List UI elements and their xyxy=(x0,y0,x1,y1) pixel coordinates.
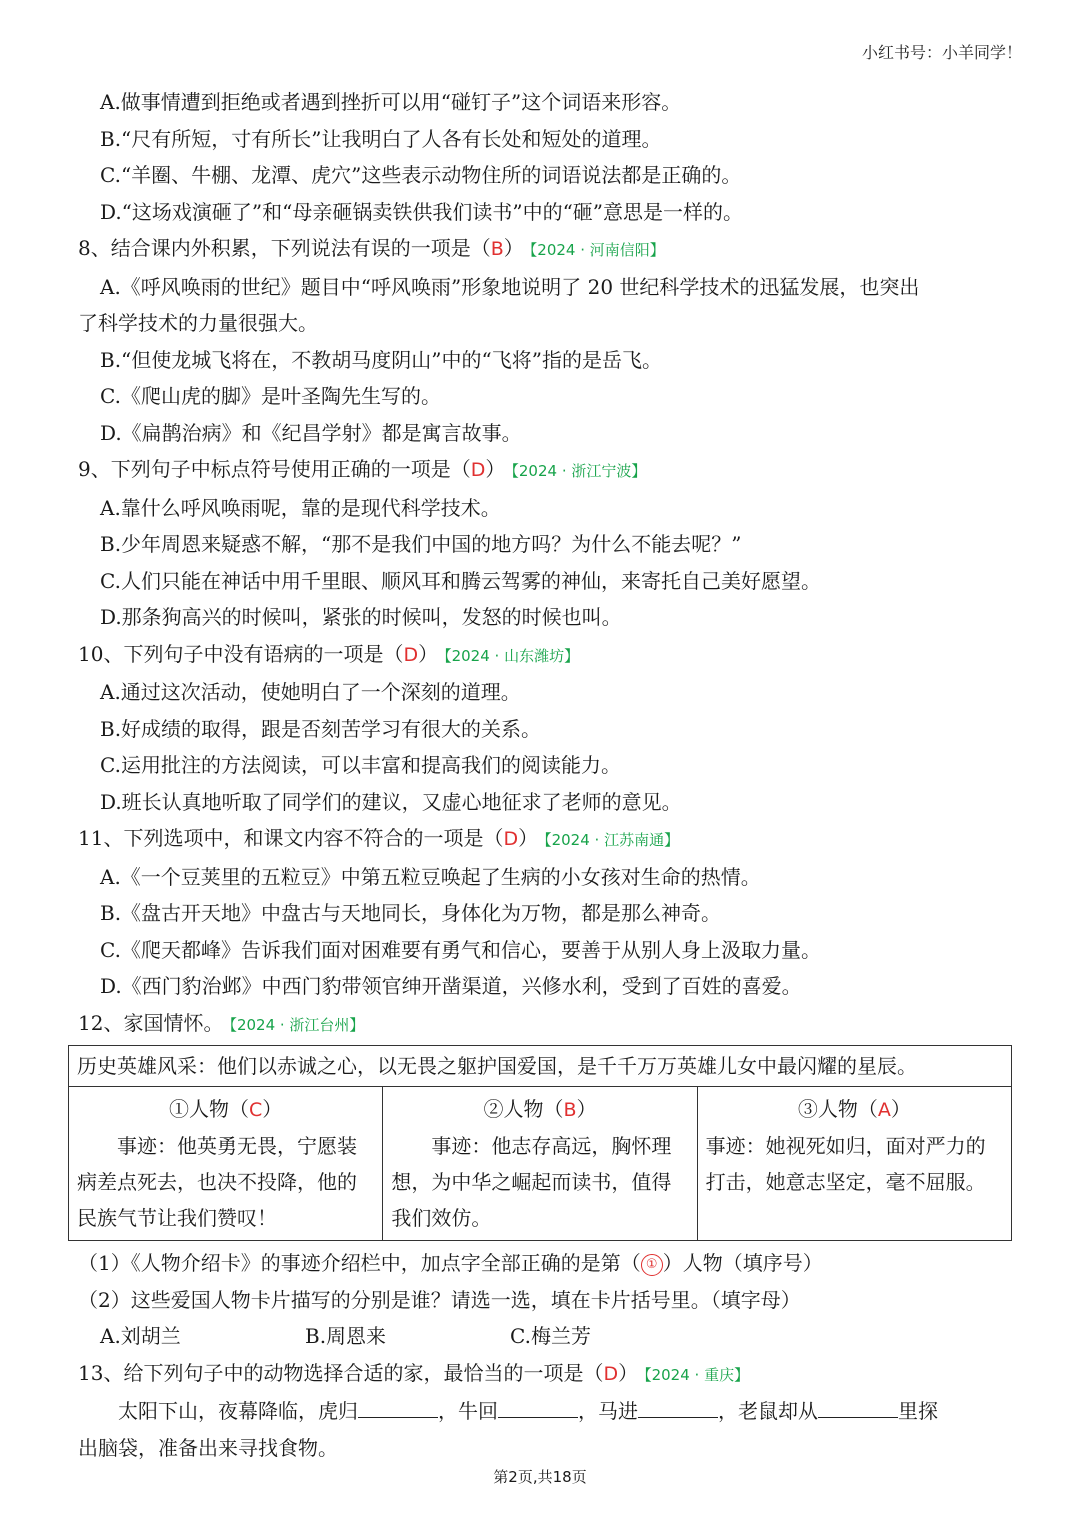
fill-blank[interactable] xyxy=(358,1395,438,1418)
option-line: D.《西门豹治邺》中西门豹带领官绅开凿渠道，兴修水利，受到了百姓的喜爱。 xyxy=(100,974,802,998)
sub-question-2: （2）这些爱国人物卡片描写的分别是谁？请选一选，填在卡片括号里。（填字母） xyxy=(78,1287,801,1312)
question-stem: 8、结合课内外积累，下列说法有误的一项是（B） 【2024 · 河南信阳】 xyxy=(78,236,665,260)
question-13 xyxy=(78,1355,1018,1467)
option-line: A.通过这次活动，使她明白了一个深刻的道理。 xyxy=(100,680,521,704)
answer-mark: C xyxy=(249,1099,263,1121)
option-line: B.《盘古开天地》中盘古与天地同长，身体化为万物，都是那么神奇。 xyxy=(100,901,722,925)
option-line: A.《呼风唤雨的世纪》题目中“呼风唤雨”形象地说明了 20 世纪科学技术的迅猛发展，也突出 xyxy=(100,274,920,299)
option-line-continued: 了科学技术的力量很强大。 xyxy=(78,311,318,335)
option-line: D.《扁鹊治病》和《纪昌学射》都是寓言故事。 xyxy=(100,420,522,445)
card-text: 事迹：她视死如归，面对严力的打击，她意志坚定，毫不屈服。 xyxy=(705,1134,986,1194)
question-stem: 10、下列句子中没有语病的一项是（D） 【2024 · 山东潍坊】 xyxy=(78,641,580,666)
option-line: D.那条狗高兴的时候叫，紧张的时候叫，发怒的时候也叫。 xyxy=(100,605,622,629)
choice-list xyxy=(78,1318,1018,1355)
card-text: 事迹：他英勇无畏，宁愿装病差点死去，也决不投降，他的民族气节让我们赞叹！ xyxy=(77,1134,357,1230)
choice-item: C.梅兰芳 xyxy=(510,1324,591,1348)
option-line: C.《爬山虎的脚》是叶圣陶先生写的。 xyxy=(100,384,441,408)
page-number: 第2页,共18页 xyxy=(493,1468,587,1486)
question-11 xyxy=(78,820,1018,1005)
source-tag: 【2024 · 浙江台州】 xyxy=(229,1015,365,1034)
fill-in-sentence: 太阳下山，夜幕降临，虎归 ，牛回 ，马进 ，老鼠却从 里探 xyxy=(78,1393,1018,1430)
fill-in-sentence-continued: 出脑袋，准备出来寻找食物。 xyxy=(78,1435,338,1460)
sub-question-1: （1）《人物介绍卡》的事迹介绍栏中，加点字全部正确的是第（ ① ）人物（填序号） xyxy=(78,1251,823,1275)
previous-question-options xyxy=(78,84,1018,230)
option-line: B.“尺有所短，寸有所长”让我明白了人各有长处和短处的道理。 xyxy=(100,126,662,151)
question-stem: 9、下列句子中标点符号使用正确的一项是（D） 【2024 · 浙江宁波】 xyxy=(78,457,647,481)
worksheet-page xyxy=(78,84,1018,1466)
source-tag: 【2024 · 重庆】 xyxy=(644,1365,750,1384)
answer-mark: A xyxy=(877,1099,891,1121)
option-line: A.做事情遭到拒绝或者遇到挫折可以用“碰钉子”这个词语来形容。 xyxy=(100,90,682,114)
option-line: B.“但使龙城飞将在，不教胡马度阴山”中的“飞将”指的是岳飞。 xyxy=(100,347,662,372)
option-line: C.“羊圈、牛棚、龙潭、虎穴”这些表示动物住所的词语说法都是正确的。 xyxy=(100,163,742,187)
option-line: B.好成绩的取得，跟是否刻苦学习有很大的关系。 xyxy=(100,716,542,741)
source-tag: 【2024 · 浙江宁波】 xyxy=(511,462,647,480)
question-stem: 13、给下列句子中的动物选择合适的家，最恰当的一项是（D） 【2024 · 重庆】 xyxy=(78,1360,750,1385)
fill-blank[interactable] xyxy=(498,1395,578,1418)
option-line: C.运用批注的方法阅读，可以丰富和提高我们的阅读能力。 xyxy=(100,753,621,777)
question-stem: 11、下列选项中，和课文内容不符合的一项是（D） 【2024 · 江苏南通】 xyxy=(78,826,680,850)
fill-blank[interactable] xyxy=(818,1395,898,1418)
answer-mark: D xyxy=(603,1362,619,1385)
card-title: ③人物（A） xyxy=(797,1097,911,1121)
hero-card-3 xyxy=(697,1087,1011,1241)
question-9 xyxy=(78,451,1018,636)
question-10 xyxy=(78,636,1018,821)
answer-mark: B xyxy=(490,238,504,260)
table-header: 历史英雄风采：他们以赤诚之心，以无畏之躯护国爱国，是千千万万英雄儿女中最闪耀的星辰。 xyxy=(69,1046,1012,1087)
source-tag: 【2024 · 江苏南通】 xyxy=(544,831,680,849)
hero-card-table xyxy=(68,1045,1012,1241)
answer-mark: D xyxy=(503,828,519,850)
card-title: ②人物（B） xyxy=(483,1097,597,1121)
hero-card-1 xyxy=(69,1087,383,1241)
question-8 xyxy=(78,230,1018,451)
card-text: 事迹：他志存高远，胸怀理想，为中华之崛起而读书，值得我们效仿。 xyxy=(391,1134,672,1230)
card-title: ①人物（C） xyxy=(169,1097,283,1121)
option-line: C.《爬天都峰》告诉我们面对困难要有勇气和信心，要善于从别人身上汲取力量。 xyxy=(100,937,821,962)
watermark: 小红书号：小羊同学！ xyxy=(861,43,1022,62)
answer-mark: ① xyxy=(641,1254,663,1276)
question-12 xyxy=(78,1005,1018,1355)
option-line: A.靠什么呼风唤雨呢，靠的是现代科学技术。 xyxy=(100,495,501,520)
choice-item: A.刘胡兰 xyxy=(100,1324,181,1348)
answer-mark: D xyxy=(403,643,419,666)
option-line: D.“这场戏演砸了”和“母亲砸锅卖铁供我们读书”中的“砸”意思是一样的。 xyxy=(100,199,744,224)
choice-item: B.周恩来 xyxy=(305,1324,387,1348)
source-tag: 【2024 · 山东潍坊】 xyxy=(444,646,580,665)
source-tag: 【2024 · 河南信阳】 xyxy=(529,241,665,259)
question-stem: 12、家国情怀。 【2024 · 浙江台州】 xyxy=(78,1010,365,1035)
option-line: B.少年周恩来疑惑不解，“那不是我们中国的地方吗？为什么不能去呢？” xyxy=(100,532,742,556)
fill-blank[interactable] xyxy=(638,1395,718,1418)
option-line: D.班长认真地听取了同学们的建议，又虚心地征求了老师的意见。 xyxy=(100,789,682,814)
hero-card-2 xyxy=(383,1087,697,1241)
option-line: C.人们只能在神话中用千里眼、顺风耳和腾云驾雾的神仙，来寄托自己美好愿望。 xyxy=(100,568,821,593)
answer-mark: D xyxy=(470,459,486,481)
answer-mark: B xyxy=(563,1099,577,1121)
option-line: A.《一个豆荚里的五粒豆》中第五粒豆唤起了生病的小女孩对生命的热情。 xyxy=(100,864,761,889)
